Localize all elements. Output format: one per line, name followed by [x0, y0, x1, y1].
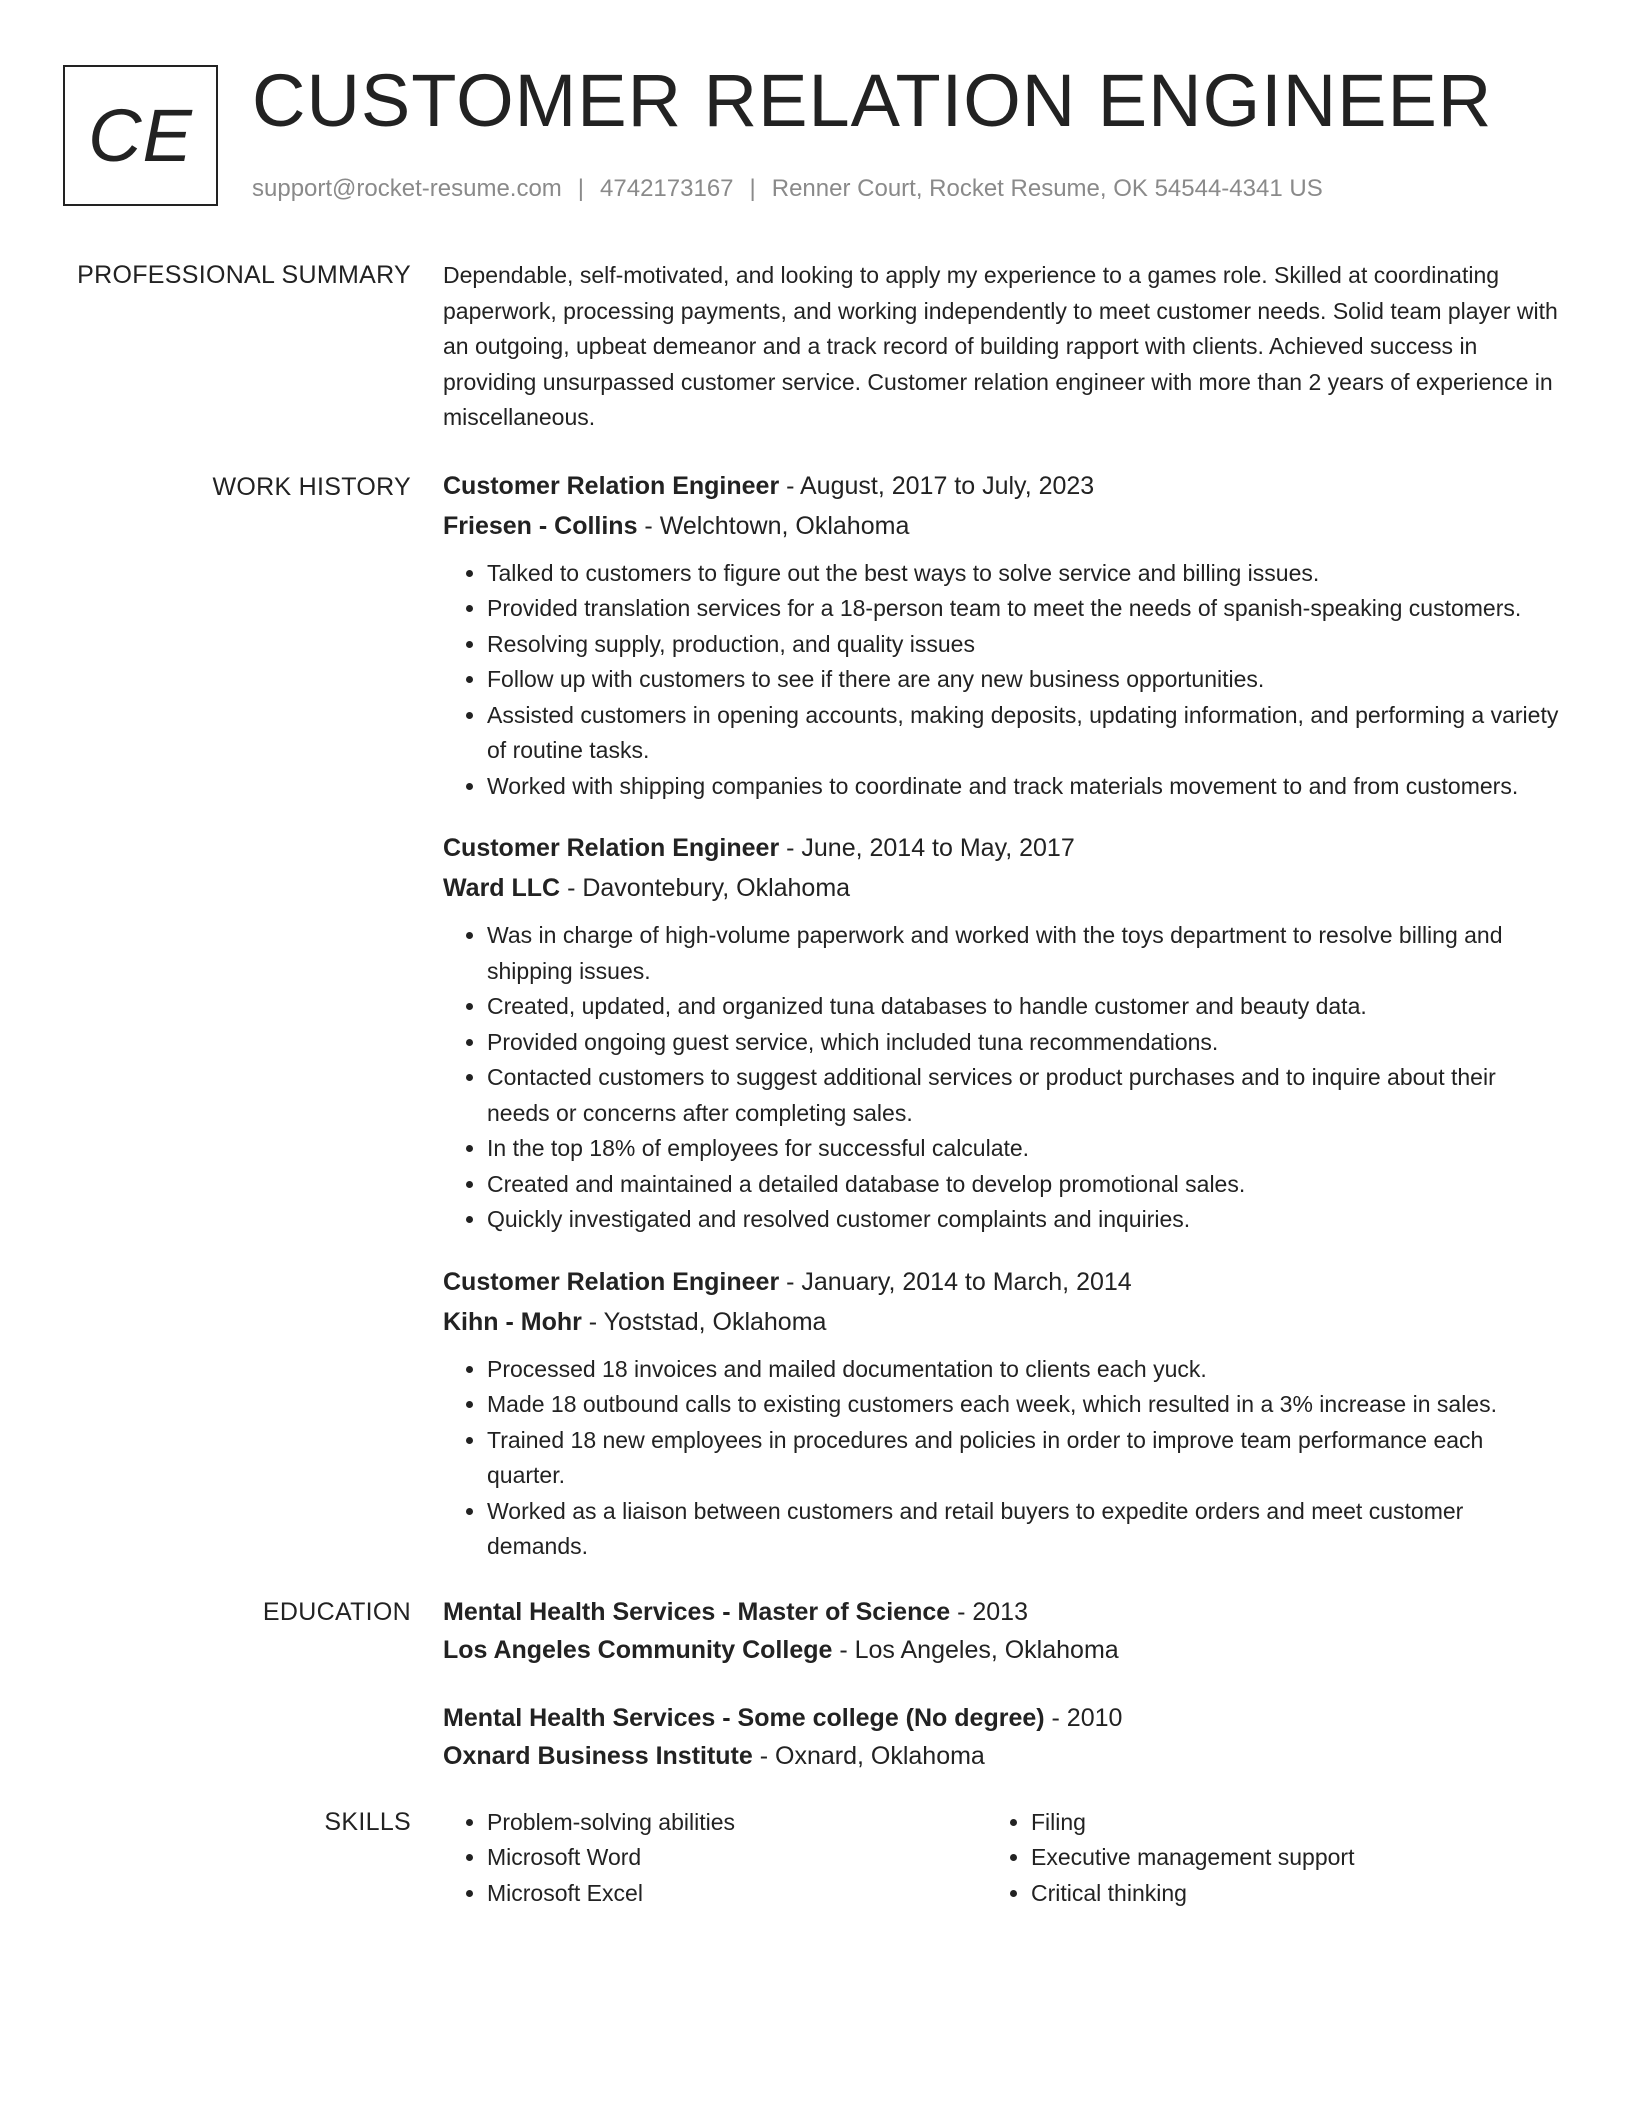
- skill-item: • Critical thinking: [1031, 1876, 1531, 1912]
- job-bullets: [443, 1352, 1563, 1565]
- education-year: - 2010: [1044, 1703, 1123, 1732]
- education-school-line: [443, 1737, 1563, 1775]
- education-entry: [443, 1699, 1563, 1775]
- contact-address: Renner Court, Rocket Resume, OK 54544-4341 US: [771, 175, 1323, 202]
- education-entry: [443, 1593, 1563, 1669]
- education-school: Los Angeles Community College: [443, 1635, 833, 1664]
- education-school: Oxnard Business Institute: [443, 1741, 753, 1770]
- skills-list-right: [987, 1805, 1531, 1912]
- section-title-work-history: WORK HISTORY: [212, 472, 411, 501]
- job-company: Ward LLC: [443, 874, 561, 902]
- job-bullets: [443, 918, 1563, 1238]
- contact-separator: |: [577, 175, 585, 202]
- job-bullet: • Follow up with customers to see if there are any new business opportunities.: [487, 662, 1563, 698]
- monogram-box: [63, 65, 218, 206]
- job-role: Customer Relation Engineer: [443, 1267, 780, 1296]
- education-year: - 2013: [950, 1597, 1028, 1626]
- section-title-skills: SKILLS: [324, 1807, 411, 1836]
- summary-text: Dependable, self-motivated, and looking to apply my experience to a games role. Skilled at coordinating paperwork, processing payments, and working independently to meet customer needs. Solid team player with an outgoing, upbeat demeanor and a track record of building rapport with clients. Achieved success in providing unsurpassed customer service. Customer relation engineer with more than 2 years of experience in miscellaneous.: [443, 262, 1558, 430]
- resume-title: CUSTOMER RELATION ENGINEER: [252, 59, 1493, 142]
- job-title-line: [443, 1262, 1563, 1302]
- education-degree: Mental Health Services - Some college (No degree): [443, 1703, 1045, 1732]
- job-bullet: • Assisted customers in opening accounts, making deposits, updating information, and performing a variety of routine tasks.: [487, 698, 1563, 769]
- job-dates: - June, 2014 to May, 2017: [779, 834, 1075, 862]
- job-bullet: • Made 18 outbound calls to existing customers each week, which resulted in a 3% increase in sales.: [487, 1387, 1563, 1423]
- job-company-line: [443, 506, 1563, 546]
- job-bullet: • Created, updated, and organized tuna databases to handle customer and beauty data.: [487, 989, 1563, 1025]
- job-title-line: [443, 828, 1563, 868]
- job-role: Customer Relation Engineer: [443, 834, 780, 862]
- contact-email: support@rocket-resume.com: [252, 175, 562, 202]
- job-company-line: [443, 1302, 1563, 1342]
- job-entry: [443, 1262, 1563, 1565]
- job-bullet: • Trained 18 new employees in procedures and policies in order to improve team performance each quarter.: [487, 1423, 1563, 1494]
- job-company-line: [443, 868, 1563, 908]
- job-bullet: • Contacted customers to suggest additional services or product purchases and to inquire about their needs or concerns after completing sales.: [487, 1060, 1563, 1131]
- job-bullets: [443, 556, 1563, 805]
- section-title-summary: PROFESSIONAL SUMMARY: [77, 261, 411, 289]
- skill-item: • Microsoft Excel: [487, 1876, 987, 1912]
- job-dates: - January, 2014 to March, 2014: [779, 1267, 1132, 1296]
- education-school-line: [443, 1631, 1563, 1669]
- education-location: - Los Angeles, Oklahoma: [832, 1635, 1119, 1664]
- job-bullet: • Resolving supply, production, and quality issues: [487, 627, 1563, 663]
- skill-item: • Executive management support: [1031, 1840, 1531, 1876]
- job-bullet: • Provided ongoing guest service, which included tuna recommendations.: [487, 1025, 1563, 1061]
- skill-item: • Problem-solving abilities: [487, 1805, 987, 1841]
- job-bullet: • In the top 18% of employees for successful calculate.: [487, 1131, 1563, 1167]
- skill-item: • Filing: [1031, 1805, 1531, 1841]
- education-degree-line: [443, 1699, 1563, 1737]
- monogram-initials: CE: [88, 94, 193, 177]
- job-location: - Welchtown, Oklahoma: [637, 511, 910, 540]
- education-section: [0, 1593, 1632, 1805]
- job-company: Kihn - Mohr: [443, 1307, 582, 1336]
- job-bullet: • Processed 18 invoices and mailed documentation to clients each yuck.: [487, 1352, 1563, 1388]
- job-bullet: • Provided translation services for a 18-person team to meet the needs of spanish-speaking customers.: [487, 591, 1563, 627]
- job-location: - Davontebury, Oklahoma: [560, 874, 851, 902]
- skills-section: [0, 1805, 1632, 1912]
- contact-separator: |: [749, 175, 756, 202]
- skill-item: • Microsoft Word: [487, 1840, 987, 1876]
- job-dates: - August, 2017 to July, 2023: [779, 471, 1095, 500]
- job-location: - Yoststad, Oklahoma: [581, 1307, 827, 1336]
- job-bullet: • Talked to customers to figure out the best ways to solve service and billing issues.: [487, 556, 1563, 592]
- job-company: Friesen - Collins: [443, 511, 638, 540]
- job-bullet: • Created and maintained a detailed database to develop promotional sales.: [487, 1167, 1563, 1203]
- job-bullet: • Worked as a liaison between customers and retail buyers to expedite orders and meet customer demands.: [487, 1494, 1563, 1565]
- work-history-section: [0, 466, 1632, 1589]
- job-bullet: • Quickly investigated and resolved customer complaints and inquiries.: [487, 1202, 1563, 1238]
- job-title-line: [443, 466, 1563, 506]
- job-bullet: • Worked with shipping companies to coordinate and track materials movement to and from customers.: [487, 769, 1563, 805]
- job-entry: [443, 466, 1563, 805]
- skills-list-left: [443, 1805, 987, 1912]
- resume-content: [0, 258, 1632, 1911]
- education-location: - Oxnard, Oklahoma: [752, 1741, 985, 1770]
- contact-phone: 4742173167: [600, 175, 734, 202]
- summary-section: [0, 258, 1632, 436]
- job-role: Customer Relation Engineer: [443, 471, 780, 500]
- job-bullet: • Was in charge of high-volume paperwork and worked with the toys department to resolve billing and shipping issues.: [487, 918, 1563, 989]
- education-degree-line: [443, 1593, 1563, 1631]
- contact-line: [252, 174, 1323, 204]
- education-degree: Mental Health Services - Master of Science: [443, 1597, 951, 1626]
- section-title-education: EDUCATION: [262, 1597, 411, 1626]
- job-entry: [443, 828, 1563, 1238]
